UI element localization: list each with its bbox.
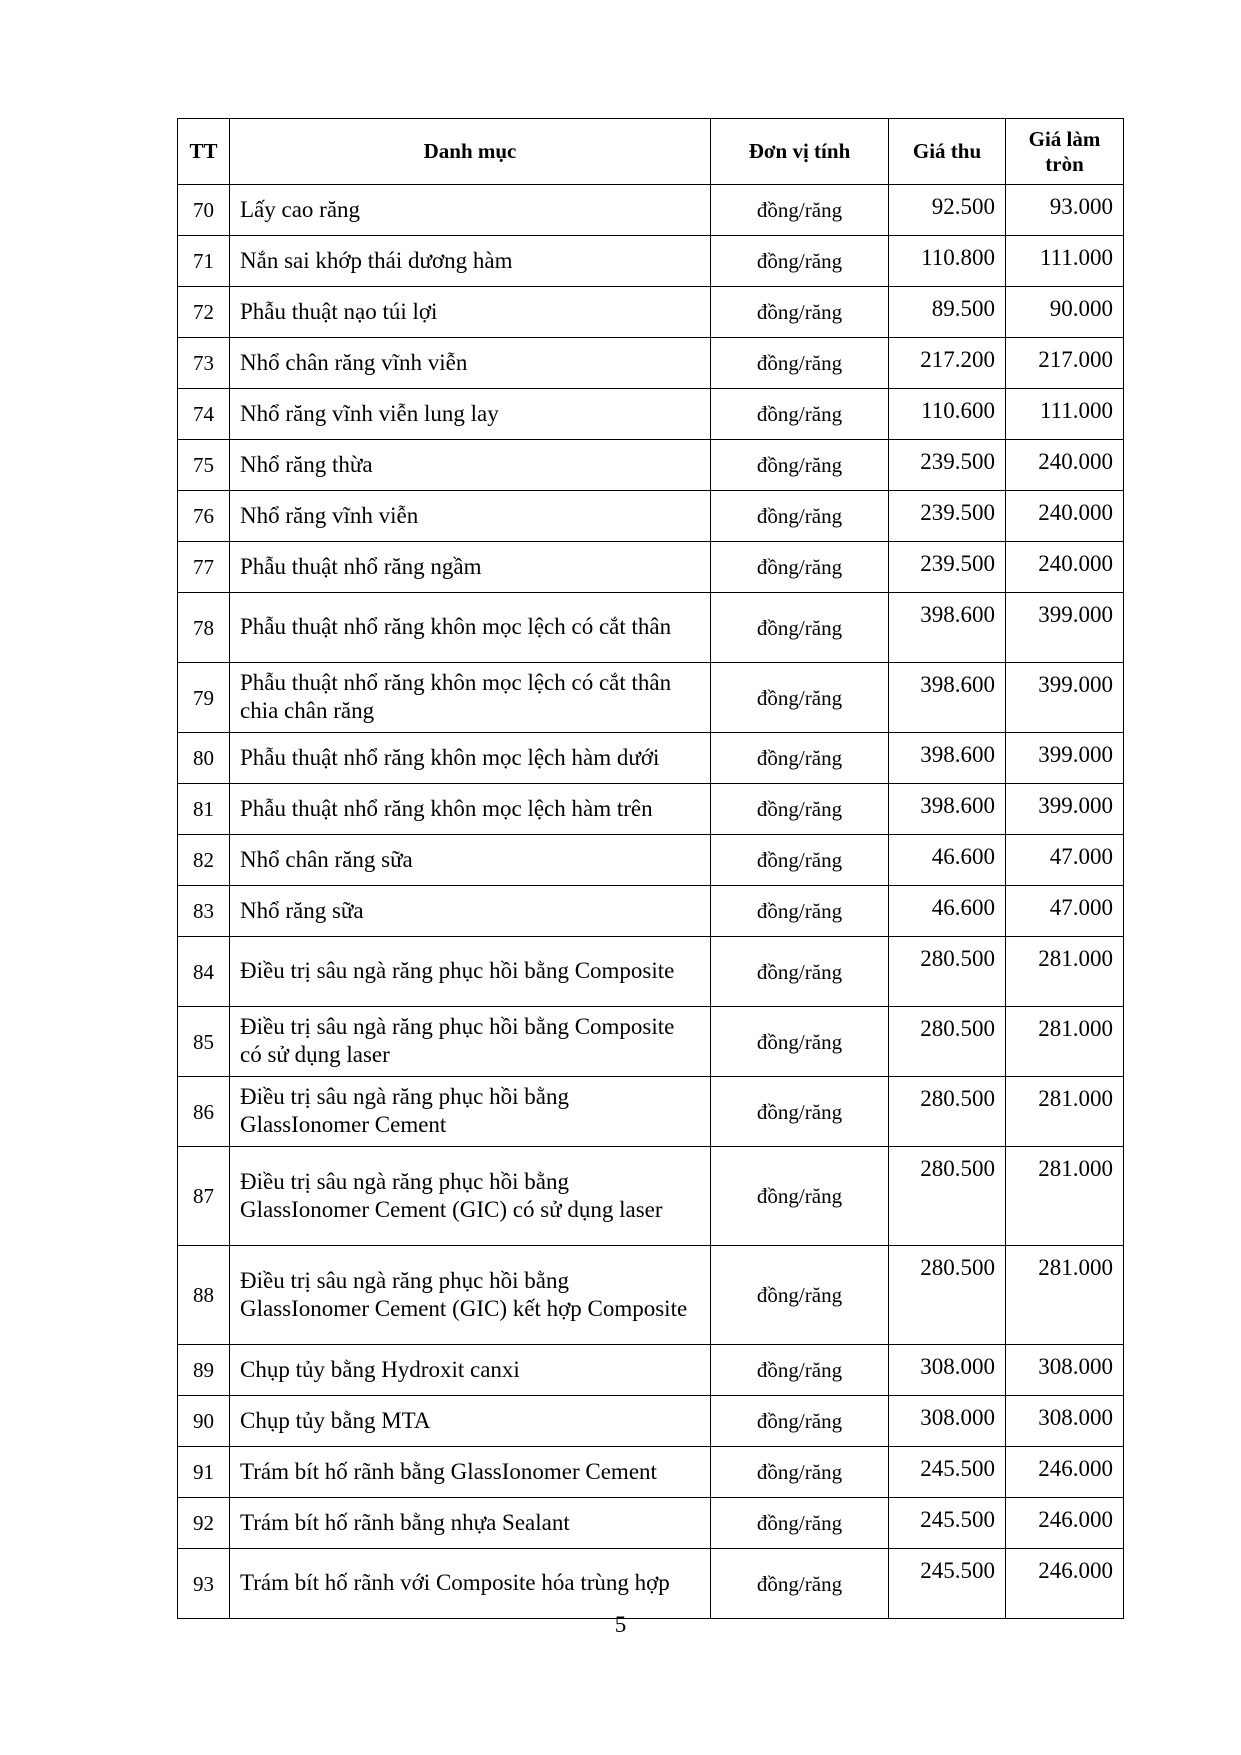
row-tt: 75 [178,440,230,491]
row-price: 245.500 [889,1549,1006,1619]
row-name: Nhổ răng vĩnh viễn lung lay [230,389,711,440]
row-price: 280.500 [889,937,1006,1007]
row-tt: 76 [178,491,230,542]
row-price: 217.200 [889,338,1006,389]
row-rounded: 281.000 [1006,1147,1124,1246]
row-name: Chụp tủy bằng Hydroxit canxi [230,1345,711,1396]
row-name: Nhổ chân răng vĩnh viễn [230,338,711,389]
row-name: Nhổ chân răng sữa [230,835,711,886]
row-name: Điều trị sâu ngà răng phục hồi bằng Composite [230,937,711,1007]
row-rounded: 240.000 [1006,491,1124,542]
row-name: Điều trị sâu ngà răng phục hồi bằng GlassIonomer Cement [230,1077,711,1147]
row-name: Nhổ răng vĩnh viễn [230,491,711,542]
row-name: Điều trị sâu ngà răng phục hồi bằng GlassIonomer Cement (GIC) có sử dụng laser [230,1147,711,1246]
header-unit: Đơn vị tính [711,119,889,185]
table-row [178,1549,1124,1619]
table-row [178,236,1124,287]
table-row [178,1345,1124,1396]
row-price: 280.500 [889,1246,1006,1345]
row-rounded: 93.000 [1006,185,1124,236]
row-tt: 85 [178,1007,230,1077]
row-rounded: 308.000 [1006,1396,1124,1447]
row-rounded: 240.000 [1006,440,1124,491]
row-price: 239.500 [889,440,1006,491]
row-unit: đồng/răng [711,236,889,287]
row-name: Phẫu thuật nhổ răng khôn mọc lệch hàm dưới [230,733,711,784]
row-rounded: 399.000 [1006,733,1124,784]
row-price: 89.500 [889,287,1006,338]
table-row [178,593,1124,663]
row-unit: đồng/răng [711,338,889,389]
row-unit: đồng/răng [711,1549,889,1619]
row-tt: 86 [178,1077,230,1147]
row-tt: 70 [178,185,230,236]
header-price: Giá thu [889,119,1006,185]
row-name: Trám bít hố rãnh bằng GlassIonomer Cement [230,1447,711,1498]
row-rounded: 281.000 [1006,1246,1124,1345]
row-rounded: 47.000 [1006,835,1124,886]
row-tt: 73 [178,338,230,389]
row-name: Lấy cao răng [230,185,711,236]
row-price: 46.600 [889,886,1006,937]
row-rounded: 217.000 [1006,338,1124,389]
row-price: 239.500 [889,491,1006,542]
header-tt: TT [178,119,230,185]
row-price: 398.600 [889,733,1006,784]
table-row [178,1007,1124,1077]
row-unit: đồng/răng [711,185,889,236]
row-rounded: 281.000 [1006,1007,1124,1077]
row-tt: 93 [178,1549,230,1619]
page-number: 5 [614,1612,627,1637]
row-price: 398.600 [889,663,1006,733]
price-table [177,118,1124,1619]
row-rounded: 246.000 [1006,1447,1124,1498]
row-price: 239.500 [889,542,1006,593]
table-row [178,1447,1124,1498]
row-unit: đồng/răng [711,1077,889,1147]
row-name: Nhổ răng thừa [230,440,711,491]
row-price: 280.500 [889,1007,1006,1077]
row-unit: đồng/răng [711,835,889,886]
row-tt: 74 [178,389,230,440]
row-price: 46.600 [889,835,1006,886]
row-rounded: 281.000 [1006,937,1124,1007]
row-price: 92.500 [889,185,1006,236]
table-header-row [178,119,1124,185]
table-row [178,287,1124,338]
row-name: Phẫu thuật nạo túi lợi [230,287,711,338]
row-tt: 92 [178,1498,230,1549]
row-price: 308.000 [889,1345,1006,1396]
row-rounded: 281.000 [1006,1077,1124,1147]
row-unit: đồng/răng [711,287,889,338]
table-row [178,1246,1124,1345]
row-name: Trám bít hố rãnh với Composite hóa trùng hợp [230,1549,711,1619]
header-name: Danh mục [230,119,711,185]
row-tt: 82 [178,835,230,886]
table-row [178,1147,1124,1246]
table-row [178,1498,1124,1549]
row-name: Điều trị sâu ngà răng phục hồi bằng Composite có sử dụng laser [230,1007,711,1077]
row-unit: đồng/răng [711,491,889,542]
table-row [178,542,1124,593]
row-name: Trám bít hố rãnh bằng nhựa Sealant [230,1498,711,1549]
row-price: 110.600 [889,389,1006,440]
table-row [178,491,1124,542]
row-tt: 81 [178,784,230,835]
row-name: Phẫu thuật nhổ răng khôn mọc lệch có cắt thân chia chân răng [230,663,711,733]
table-row [178,1077,1124,1147]
row-rounded: 47.000 [1006,886,1124,937]
row-unit: đồng/răng [711,733,889,784]
header-rounded: Giá làm tròn [1006,119,1124,185]
row-price: 398.600 [889,593,1006,663]
table-row [178,185,1124,236]
table-row [178,733,1124,784]
row-unit: đồng/răng [711,1498,889,1549]
row-unit: đồng/răng [711,784,889,835]
row-unit: đồng/răng [711,886,889,937]
row-name: Nắn sai khớp thái dương hàm [230,236,711,287]
row-rounded: 399.000 [1006,663,1124,733]
table-row [178,338,1124,389]
row-unit: đồng/răng [711,1007,889,1077]
table-row [178,440,1124,491]
row-unit: đồng/răng [711,1246,889,1345]
row-price: 280.500 [889,1077,1006,1147]
row-unit: đồng/răng [711,389,889,440]
row-unit: đồng/răng [711,593,889,663]
row-price: 245.500 [889,1498,1006,1549]
row-price: 280.500 [889,1147,1006,1246]
row-tt: 80 [178,733,230,784]
row-rounded: 240.000 [1006,542,1124,593]
table-row [178,784,1124,835]
row-tt: 77 [178,542,230,593]
row-rounded: 399.000 [1006,593,1124,663]
table-row [178,389,1124,440]
row-tt: 78 [178,593,230,663]
row-rounded: 111.000 [1006,236,1124,287]
row-rounded: 111.000 [1006,389,1124,440]
row-rounded: 90.000 [1006,287,1124,338]
row-unit: đồng/răng [711,663,889,733]
table-body [178,185,1124,1619]
row-unit: đồng/răng [711,937,889,1007]
row-unit: đồng/răng [711,1396,889,1447]
row-tt: 89 [178,1345,230,1396]
row-name: Phẫu thuật nhổ răng khôn mọc lệch có cắt thân [230,593,711,663]
row-tt: 88 [178,1246,230,1345]
row-unit: đồng/răng [711,542,889,593]
table-row [178,835,1124,886]
row-tt: 90 [178,1396,230,1447]
row-price: 308.000 [889,1396,1006,1447]
row-rounded: 246.000 [1006,1498,1124,1549]
row-price: 398.600 [889,784,1006,835]
row-tt: 87 [178,1147,230,1246]
table-row [178,886,1124,937]
row-name: Phẫu thuật nhổ răng khôn mọc lệch hàm trên [230,784,711,835]
row-name: Nhổ răng sữa [230,886,711,937]
row-unit: đồng/răng [711,1147,889,1246]
table-row [178,937,1124,1007]
row-name: Điều trị sâu ngà răng phục hồi bằng GlassIonomer Cement (GIC) kết hợp Composite [230,1246,711,1345]
row-rounded: 308.000 [1006,1345,1124,1396]
row-price: 110.800 [889,236,1006,287]
row-tt: 91 [178,1447,230,1498]
row-tt: 71 [178,236,230,287]
row-tt: 84 [178,937,230,1007]
table-row [178,1396,1124,1447]
row-unit: đồng/răng [711,1345,889,1396]
row-rounded: 399.000 [1006,784,1124,835]
row-name: Phẫu thuật nhổ răng ngầm [230,542,711,593]
row-tt: 72 [178,287,230,338]
row-tt: 83 [178,886,230,937]
row-rounded: 246.000 [1006,1549,1124,1619]
row-unit: đồng/răng [711,440,889,491]
row-name: Chụp tủy bằng MTA [230,1396,711,1447]
row-unit: đồng/răng [711,1447,889,1498]
row-price: 245.500 [889,1447,1006,1498]
row-tt: 79 [178,663,230,733]
table-row [178,663,1124,733]
